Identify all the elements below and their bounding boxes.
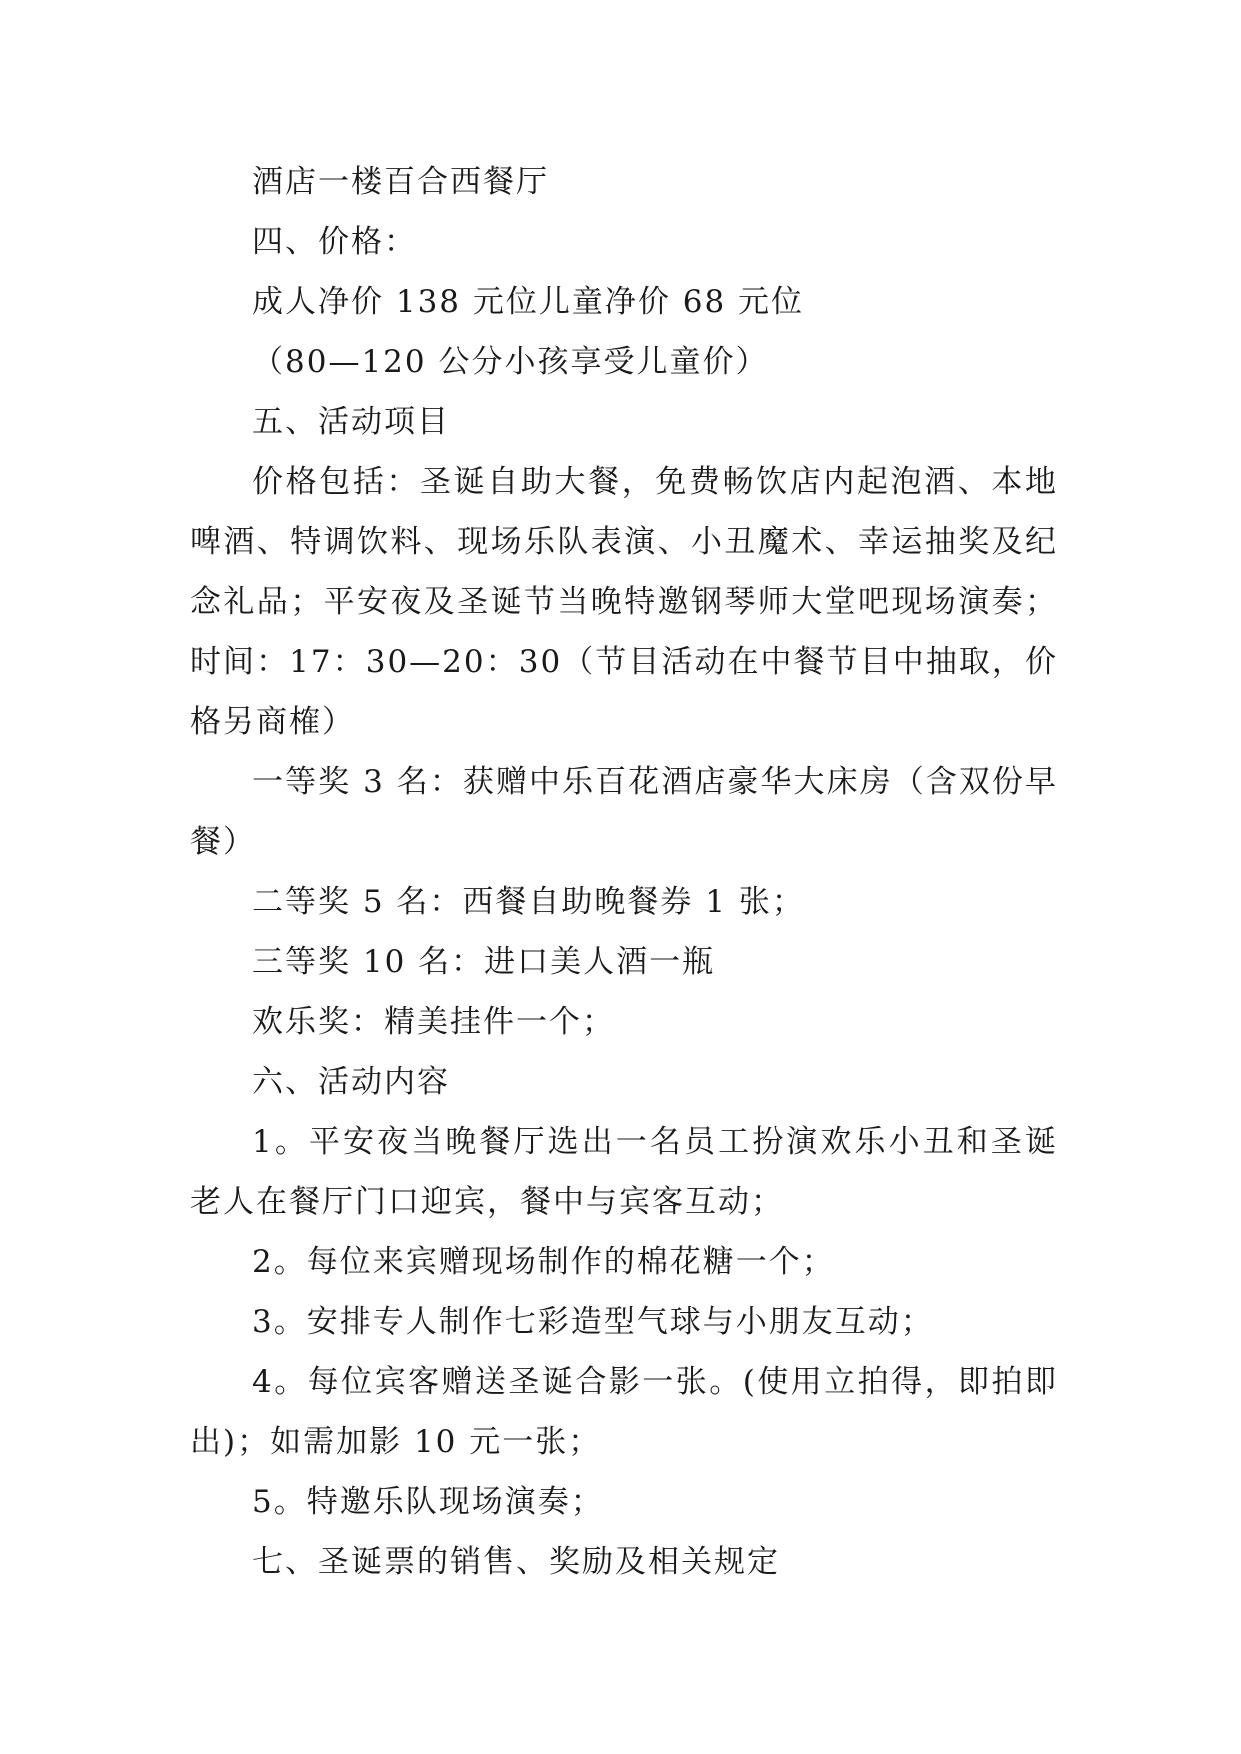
paragraph-child-price-note: （80—120 公分小孩享受儿童价） <box>252 344 769 380</box>
paragraph-third-prize: 三等奖 10 名：进口美人酒一瓶 <box>252 944 716 980</box>
paragraph-second-prize: 二等奖 5 名：西餐自助晚餐券 1 张； <box>252 884 805 920</box>
list-item-2: 2。每位来宾赠现场制作的棉花糖一个； <box>252 1244 835 1280</box>
list-item-1: 1。平安夜当晚餐厅选出一名员工扮演欢乐小丑和圣诞老人在餐厅门口迎宾，餐中与宾客互动； <box>190 1124 1058 1220</box>
heading-ticket-sales: 七、圣诞票的销售、奖励及相关规定 <box>252 1544 780 1580</box>
list-item-5: 5。特邀乐队现场演奏； <box>252 1484 604 1520</box>
paragraph-price-includes: 价格包括：圣诞自助大餐，免费畅饮店内起泡酒、本地啤酒、特调饮料、现场乐队表演、小丑魔术、幸运抽奖及纪念礼品；平安夜及圣诞节当晚特邀钢琴师大堂吧现场演奏；时间：17：30—20：30（节目活动在中餐节目中抽取，价格另商榷） <box>190 464 1058 740</box>
list-item-4: 4。每位宾客赠送圣诞合影一张。(使用立拍得，即拍即出)；如需加影 10 元一张； <box>190 1364 1058 1460</box>
heading-activities: 五、活动项目 <box>252 404 450 440</box>
heading-price: 四、价格： <box>252 224 417 260</box>
paragraph-venue: 酒店一楼百合西餐厅 <box>252 164 549 200</box>
document-body <box>190 152 1058 1592</box>
paragraph-price-rates: 成人净价 138 元位儿童净价 68 元位 <box>252 284 805 320</box>
heading-activity-content: 六、活动内容 <box>252 1064 450 1100</box>
paragraph-joy-prize: 欢乐奖：精美挂件一个； <box>252 1004 615 1040</box>
list-item-3: 3。安排专人制作七彩造型气球与小朋友互动； <box>252 1304 934 1340</box>
paragraph-first-prize: 一等奖 3 名：获赠中乐百花酒店豪华大床房（含双份早餐） <box>190 764 1058 860</box>
